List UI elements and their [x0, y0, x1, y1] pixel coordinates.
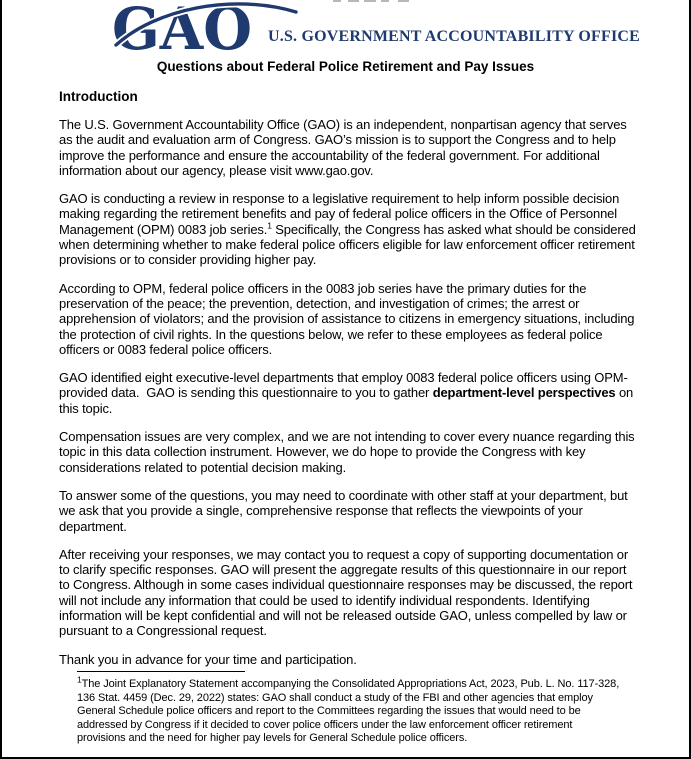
paragraph-coordination: To answer some of the questions, you may need to coordinate with other staff at your department, but we ask that you provide a single, comprehensive response that reflects the viewpoints of your department.: [59, 487, 628, 534]
footnote-text-block: [77, 674, 620, 746]
footnote-text: The Joint Explanatory Statement accompanying the Consolidated Appropriations Act, 2023, Pub. L. No. 117-328, 136 Stat. 4459 (Dec. 29, 2022) states: GAO shall conduct a study of the FBI and other agencies that employ General Schedule police officers and report to the Committees regarding the issues that would need to be addressed by Congress if it decided to cover police officers under the law enforcement officer retirement provisions and the need for higher pay levels for General Schedule police officers.: [77, 678, 620, 745]
agency-name: U.S. GOVERNMENT ACCOUNTABILITY OFFICE: [268, 28, 641, 45]
document-body: [2, 89, 689, 667]
footnote-marker: 1: [77, 674, 82, 685]
paragraph-review-purpose-continued: Specifically, the Congress has asked what should be considered when determining whether to make federal police officers eligible for law enforcement officer retirement provisions or to consider providing higher pay.: [59, 221, 636, 268]
paragraph-departments-continued: on this topic.: [59, 385, 634, 416]
paragraph-compensation-scope: Compensation issues are very complex, and we are not intending to cover every nuance regarding this topic in this data collection instrument. However, we do hope to provide the Congress with key considerations related to potential decision making.: [59, 429, 635, 475]
paragraph-review-purpose: [59, 191, 637, 267]
footnote-reference: 1: [267, 220, 272, 231]
paragraph-departments-text: GAO identified eight executive-level departments that employ 0083 federal police officers using OPM-provided data. GAO is sending this questionnaire to you to gather: [59, 370, 628, 401]
footnote-separator: [77, 671, 245, 673]
document-title: Questions about Federal Police Retirement and Pay Issues: [156, 59, 535, 74]
paragraph-confidentiality: After receiving your responses, we may contact you to request a copy of supporting documentation or to clarify specific responses. GAO will present the aggregate results of this questionnaire in our report to Congress. Although in some cases individual questionnaire responses may be discussed, the report will not include any information that could be used to identify individual respondents. Identifying information will be kept confidential and will not be released outside GAO, unless compelled by law or pursuant to a Congressional request.: [59, 546, 633, 639]
paragraph-thank-you: Thank you in advance for your time and participation.: [59, 651, 357, 667]
footnote: [77, 671, 620, 746]
document-header: [2, 0, 689, 54]
paragraph-gao-mission: The U.S. Government Accountability Office (GAO) is an independent, nonpartisan agency that serves as the audit and evaluation arm of Congress. GAO’s mission is to support the Congress and to help improve the performance and ensure the accountability of the federal government. For additional information about our agency, please visit www.gao.gov.: [59, 117, 627, 178]
paragraph-opm-duties: According to OPM, federal police officers in the 0083 job series have the primary duties for the preservation of the peace; the prevention, detection, and investigation of crimes; the arrest or apprehension of violators; and the provision of assistance to citizens in emergency situations, including the protection of civil rights. In the questions below, we refer to these employees as federal police officers or 0083 federal police officers.: [59, 280, 635, 357]
section-heading-introduction: Introduction: [59, 89, 138, 104]
paragraph-departments: [59, 370, 637, 416]
paragraph-review-purpose-text: GAO is conducting a review in response to a legislative requirement to help inform possible decision making regarding the retirement benefits and pay of federal police officers in the Office of Personnel Management (OPM) 0083 job series.: [59, 191, 620, 237]
gao-logo-letters: GAO: [112, 1, 252, 55]
paragraph-departments-emphasis: department-level perspectives: [432, 385, 616, 401]
